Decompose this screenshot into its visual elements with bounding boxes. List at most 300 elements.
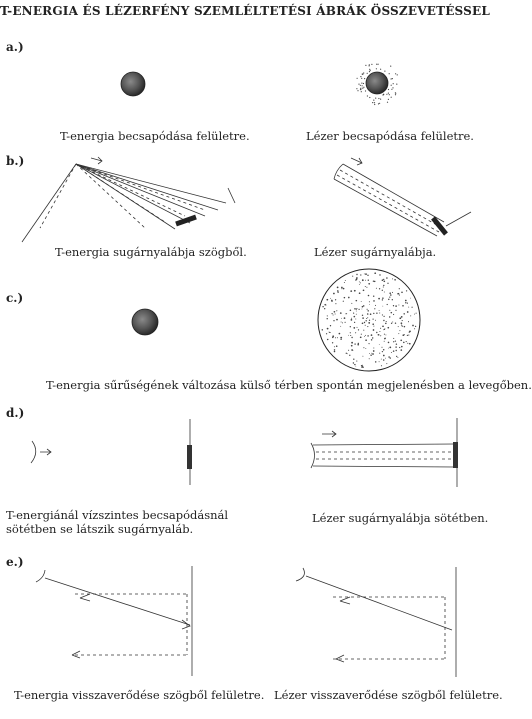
caption-d-left-line2: sötétben se látszik sugárnyaláb. <box>6 522 194 536</box>
density-dot <box>379 353 380 354</box>
density-dot <box>392 278 393 279</box>
halo-dot <box>379 103 380 104</box>
density-dot <box>369 353 370 354</box>
density-dot <box>381 359 382 360</box>
density-dot <box>354 364 355 365</box>
density-dot <box>350 290 352 292</box>
density-dot <box>410 315 411 316</box>
density-dot <box>327 318 328 319</box>
halo-dot <box>393 83 394 84</box>
laser-reflection <box>296 567 456 677</box>
density-dot <box>341 287 343 289</box>
density-dot <box>383 280 385 282</box>
density-dot <box>350 310 352 312</box>
density-dot <box>363 330 364 331</box>
halo-dot <box>391 97 392 98</box>
density-dot <box>383 316 384 317</box>
density-dot <box>365 320 366 321</box>
density-dot <box>379 310 380 311</box>
laser-impact-dot <box>356 64 398 106</box>
halo-dot <box>391 85 392 86</box>
density-dot <box>356 300 358 302</box>
density-dot <box>361 365 362 366</box>
density-dot <box>389 347 391 349</box>
density-dot <box>334 311 336 313</box>
density-dot <box>382 290 383 291</box>
section-c-label: c.) <box>6 291 24 305</box>
density-dot <box>391 323 392 324</box>
density-dot <box>382 351 383 352</box>
density-dot <box>327 299 328 300</box>
density-dot <box>396 350 397 351</box>
halo-dot <box>376 64 377 65</box>
t-energy-horizontal-impact <box>31 419 192 485</box>
density-dot <box>383 285 384 286</box>
density-dot <box>362 306 364 308</box>
density-dot <box>335 337 336 338</box>
halo-dot <box>357 78 358 79</box>
density-dot <box>336 345 338 347</box>
density-dot <box>399 295 400 296</box>
halo-dot <box>374 104 375 105</box>
density-dot <box>404 326 406 328</box>
density-dot <box>374 308 375 309</box>
halo-dot <box>391 78 392 79</box>
halo-dot <box>396 84 397 85</box>
density-dot <box>365 339 367 341</box>
density-dot <box>401 322 403 324</box>
page-title: T-ENERGIA ÉS LÉZERFÉNY SZEMLÉLTETÉSI ÁBRÁK ÖSSZEVETÉSSEL <box>0 4 491 18</box>
density-dot <box>402 325 403 326</box>
density-dot <box>386 363 387 364</box>
density-dot <box>395 346 396 347</box>
density-dot <box>414 314 415 315</box>
caption-b-right: Lézer sugárnyalábja. <box>314 245 437 259</box>
density-dot <box>359 284 360 285</box>
density-dot <box>409 343 411 345</box>
halo-dot <box>363 83 364 84</box>
density-dot <box>393 314 394 315</box>
halo-dot <box>384 71 385 72</box>
density-dot <box>372 337 373 338</box>
density-dot <box>396 356 397 357</box>
density-dot <box>387 283 388 284</box>
density-dot <box>351 349 353 351</box>
density-dot <box>403 342 405 344</box>
density-dot <box>330 325 331 326</box>
density-dot <box>347 353 348 354</box>
density-dot <box>383 349 385 351</box>
density-dot <box>345 280 346 281</box>
caption-d-right: Lézer sugárnyalábja sötétben. <box>312 511 489 525</box>
halo-dot <box>383 94 384 95</box>
density-dot <box>342 322 343 323</box>
density-dot <box>363 305 365 307</box>
density-dot <box>341 288 342 289</box>
density-dot <box>384 341 385 342</box>
t-energy-impact-dot <box>121 72 145 96</box>
density-dot <box>324 308 325 309</box>
halo-dot <box>361 91 362 92</box>
halo-dot <box>372 102 373 103</box>
halo-dot <box>369 69 370 70</box>
density-dot <box>332 337 334 339</box>
density-dot <box>372 318 373 319</box>
density-dot <box>348 335 349 336</box>
halo-dot <box>360 88 361 89</box>
halo-dot <box>369 64 370 65</box>
density-dot <box>354 343 355 344</box>
density-dot <box>340 337 342 339</box>
density-dot <box>372 323 374 325</box>
density-dot <box>373 329 375 331</box>
density-dot <box>370 355 371 356</box>
halo-dot <box>389 73 390 74</box>
density-dot <box>334 346 335 347</box>
density-dot <box>379 288 380 289</box>
density-dot <box>399 330 400 331</box>
density-dot <box>415 326 416 327</box>
density-dot <box>368 295 370 297</box>
density-dot <box>364 322 365 323</box>
density-dot <box>399 317 401 319</box>
density-dot <box>361 301 362 302</box>
halo-dot <box>375 98 376 99</box>
halo-dot <box>357 90 358 91</box>
density-dot <box>393 338 394 339</box>
density-dot <box>396 343 397 344</box>
density-dot <box>337 337 338 338</box>
halo-dot <box>361 83 362 84</box>
density-dot <box>379 361 380 362</box>
density-dot <box>367 335 369 337</box>
density-dot <box>407 303 408 304</box>
density-dot <box>383 355 385 357</box>
density-dot <box>367 275 368 276</box>
density-dot <box>353 359 354 360</box>
density-dot <box>355 366 356 367</box>
density-dot <box>398 333 399 334</box>
density-dot <box>351 303 352 304</box>
density-dot <box>405 300 407 302</box>
density-dot <box>332 342 333 343</box>
density-dot <box>362 309 363 310</box>
density-dot <box>382 306 383 307</box>
density-dot <box>330 332 331 333</box>
density-dot <box>365 286 366 287</box>
density-dot <box>375 361 377 363</box>
density-dot <box>365 273 367 275</box>
density-dot <box>340 326 341 327</box>
density-dot <box>401 316 403 318</box>
density-dot <box>399 288 400 289</box>
laser-beam-band <box>334 158 471 236</box>
density-dot <box>344 297 346 299</box>
density-dot <box>414 328 415 329</box>
density-dot <box>389 292 391 294</box>
density-dot <box>382 325 384 327</box>
halo-dot <box>378 98 379 99</box>
density-dot <box>398 305 399 306</box>
density-dot <box>335 314 336 315</box>
density-dot <box>365 280 366 281</box>
density-dot <box>375 320 376 321</box>
halo-dot <box>365 90 366 91</box>
density-dot <box>389 297 390 298</box>
density-dot <box>383 286 384 287</box>
section-a-label: a.) <box>6 40 24 54</box>
density-dot <box>382 314 383 315</box>
density-dot <box>389 310 390 311</box>
density-dot <box>354 308 356 310</box>
density-dot <box>352 276 353 277</box>
density-dot <box>391 352 392 353</box>
density-dot <box>408 307 409 308</box>
density-dot <box>362 315 363 316</box>
density-dot <box>335 299 336 300</box>
density-dot <box>355 279 356 280</box>
density-dot <box>369 358 370 359</box>
density-dot <box>349 355 350 356</box>
density-dot <box>382 299 383 300</box>
density-dot <box>395 340 396 341</box>
density-dot <box>382 297 384 299</box>
density-dot <box>388 342 390 344</box>
section-d-label: d.) <box>6 406 25 420</box>
density-dot <box>378 298 380 300</box>
density-dot <box>392 299 393 300</box>
density-dot <box>400 339 402 341</box>
density-dot <box>366 318 367 319</box>
density-dot <box>329 332 330 333</box>
density-dot <box>327 315 328 316</box>
density-dot <box>346 353 347 354</box>
density-dot <box>374 272 376 274</box>
halo-dot <box>390 66 391 67</box>
density-dot <box>337 291 338 292</box>
density-dot <box>335 303 336 304</box>
density-dot <box>392 292 393 293</box>
density-dot <box>368 280 369 281</box>
density-dot <box>360 274 361 275</box>
density-dot <box>362 322 364 324</box>
density-dot <box>386 321 387 322</box>
density-dot <box>370 313 372 315</box>
density-dot <box>388 299 389 300</box>
density-dot <box>363 289 365 291</box>
halo-dot <box>397 74 398 75</box>
density-dot <box>384 334 385 335</box>
halo-dot <box>386 94 387 95</box>
halo-dot <box>369 97 370 98</box>
density-dot <box>388 348 389 349</box>
laser-horizontal-beam <box>311 418 458 487</box>
halo-dot <box>371 64 372 65</box>
density-dot <box>360 282 361 283</box>
density-dot <box>392 322 393 323</box>
density-dot <box>358 309 359 310</box>
density-dot <box>388 356 390 358</box>
halo-dot <box>367 95 368 96</box>
halo-dot <box>388 89 389 90</box>
halo-dot <box>395 93 396 94</box>
density-dot <box>401 292 403 294</box>
halo-dot <box>380 99 381 100</box>
density-dot <box>380 335 381 336</box>
density-dot <box>362 279 364 281</box>
density-dot <box>373 313 374 314</box>
density-dot <box>355 319 356 320</box>
density-dot <box>416 313 417 314</box>
density-dot <box>379 274 380 275</box>
density-dot <box>367 310 368 311</box>
density-dot <box>362 356 363 357</box>
density-dot <box>390 357 391 358</box>
density-dot <box>324 304 326 306</box>
section-b-label: b.) <box>6 154 25 168</box>
density-dot <box>353 313 354 314</box>
density-dot <box>326 333 327 334</box>
density-dot <box>376 288 377 289</box>
density-dot <box>364 336 365 337</box>
density-dot <box>333 293 335 295</box>
t-energy-diffuse-circle <box>318 269 420 371</box>
halo-dot <box>380 69 381 70</box>
t-energy-beam-fan <box>22 157 235 242</box>
halo-dot <box>392 87 393 88</box>
density-dot <box>410 298 411 299</box>
density-dot <box>369 320 370 321</box>
density-dot <box>350 335 351 336</box>
caption-a-right: Lézer becsapódása felületre. <box>306 129 474 143</box>
density-dot <box>376 332 377 333</box>
density-dot <box>385 358 386 359</box>
density-dot <box>334 351 336 353</box>
density-dot <box>397 357 398 358</box>
density-dot <box>368 322 370 324</box>
density-dot <box>356 361 357 362</box>
density-dot <box>395 322 396 323</box>
density-dot <box>367 317 368 318</box>
density-dot <box>379 344 380 345</box>
density-dot <box>411 307 412 308</box>
caption-e-right: Lézer visszaverődése szögből felületre. <box>274 688 503 702</box>
density-dot <box>356 277 358 279</box>
density-dot <box>356 308 357 309</box>
density-dot <box>395 305 397 307</box>
section-e-label: e.) <box>6 555 24 569</box>
density-dot <box>394 279 396 281</box>
density-dot <box>332 313 333 314</box>
density-dot <box>358 343 359 344</box>
density-dot <box>371 353 372 354</box>
halo-dot <box>358 84 359 85</box>
halo-dot <box>395 73 396 74</box>
density-dot <box>409 331 410 332</box>
density-dot <box>365 335 366 336</box>
density-dot <box>390 294 392 296</box>
density-dot <box>344 317 346 319</box>
density-dot <box>350 326 351 327</box>
density-dot <box>322 329 323 330</box>
density-dot <box>337 287 339 289</box>
density-dot <box>365 348 366 349</box>
caption-b-left: T-energia sugárnyalábja szögből. <box>55 245 247 259</box>
density-dot <box>351 318 352 319</box>
density-dot <box>345 322 346 323</box>
density-dot <box>363 347 364 348</box>
halo-dot <box>362 85 363 86</box>
density-dot <box>383 279 384 280</box>
density-dot <box>356 314 357 315</box>
density-dot <box>373 295 374 296</box>
halo-dot <box>374 102 375 103</box>
density-dot <box>381 347 382 348</box>
density-dot <box>387 304 388 305</box>
density-dot <box>331 300 332 301</box>
halo-dot <box>369 65 370 66</box>
density-dot <box>383 359 385 361</box>
density-dot <box>386 277 388 279</box>
density-dot <box>336 319 338 321</box>
density-dot <box>407 311 409 313</box>
density-dot <box>395 310 396 311</box>
density-dot <box>407 343 408 344</box>
density-dot <box>344 282 345 283</box>
halo-dot <box>362 88 363 89</box>
density-dot <box>371 334 373 336</box>
density-dot <box>402 305 404 307</box>
halo-dot <box>395 94 396 95</box>
density-dot <box>337 290 339 292</box>
halo-dot <box>389 94 390 95</box>
density-dot <box>327 339 328 340</box>
density-dot <box>398 326 399 327</box>
density-dot <box>385 323 387 325</box>
caption-d-left-line1: T-energiánál vízszintes becsapódásnál <box>6 508 229 522</box>
density-dot <box>373 300 375 302</box>
density-dot <box>412 325 414 327</box>
density-dot <box>393 350 395 352</box>
halo-dot <box>391 89 392 90</box>
density-dot <box>341 322 342 323</box>
density-dot <box>361 334 362 335</box>
density-dot <box>340 312 342 314</box>
halo-dot <box>378 103 379 104</box>
halo-dot <box>376 68 377 69</box>
halo-dot <box>362 73 363 74</box>
density-dot <box>375 305 376 306</box>
t-energy-compact-ball <box>132 309 158 335</box>
density-dot <box>351 337 352 338</box>
density-dot <box>367 309 368 310</box>
halo-dot <box>360 89 361 90</box>
density-dot <box>354 316 356 318</box>
density-dot <box>365 325 366 326</box>
density-dot <box>351 345 353 347</box>
density-dot <box>373 281 374 282</box>
halo-dot <box>363 72 364 73</box>
density-dot <box>391 312 393 314</box>
density-dot <box>336 310 337 311</box>
halo-dot <box>363 87 364 88</box>
density-dot <box>348 350 349 351</box>
density-dot <box>379 312 380 313</box>
density-dot <box>348 297 350 299</box>
density-dot <box>405 302 406 303</box>
density-dot <box>382 279 384 281</box>
density-dot <box>354 322 355 323</box>
